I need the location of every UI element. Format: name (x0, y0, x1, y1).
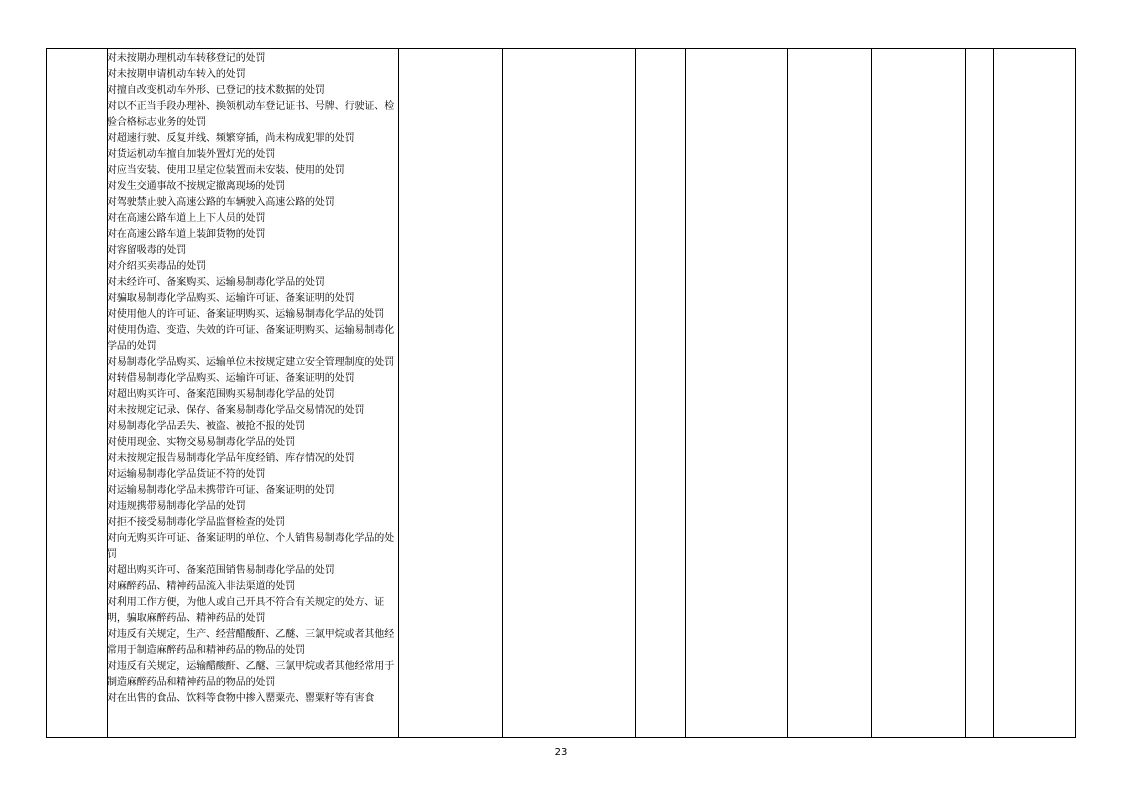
penalty-item: 对使用他人的许可证、备案证明购买、运输易制毒化学品的处罚 (107, 309, 385, 320)
penalty-item: 对在出售的食品、饮料等食物中掺入罂粟壳、罂粟籽等有害食 (107, 693, 375, 704)
penalty-item: 对易制毒化学品购买、运输单位未按规定建立安全管理制度的处罚 (107, 357, 395, 368)
penalty-item: 对未按规定记录、保存、备案易制毒化学品交易情况的处罚 (107, 405, 365, 416)
penalty-item: 对超出购买许可、备案范围购买易制毒化学品的处罚 (107, 389, 335, 400)
penalty-item: 对超速行驶、反复并线、频繁穿插，尚未构成犯罪的处罚 (107, 133, 355, 144)
penalty-item: 对擅自改变机动车外形、已登记的技术数据的处罚 (107, 85, 325, 96)
penalty-items-table (46, 48, 1076, 738)
penalty-item: 对违反有关规定，生产、经营醋酸酐、乙醚、三氯甲烷或者其他经常用于制造麻醉药品和精神药品的物品的处罚 (107, 629, 395, 656)
penalty-item: 对未按期申请机动车转入的处罚 (107, 69, 246, 80)
penalty-item: 对易制毒化学品丢失、被盗、被抢不报的处罚 (107, 421, 305, 432)
penalty-item: 对使用伪造、变造、失效的许可证、备案证明购买、运输易制毒化学品的处罚 (107, 325, 395, 352)
penalty-item: 对违反有关规定，运输醋酸酐、乙醚、三氯甲烷或者其他经常用于制造麻醉药品和精神药品的物品的处罚 (107, 661, 395, 688)
penalty-item: 对以不正当手段办理补、换领机动车登记证书、号牌、行驶证、检验合格标志业务的处罚 (107, 101, 395, 128)
penalty-item: 对运输易制毒化学品未携带许可证、备案证明的处罚 (107, 485, 335, 496)
penalty-item: 对货运机动车擅自加装外置灯光的处罚 (107, 149, 276, 160)
penalty-item: 对介绍买卖毒品的处罚 (107, 261, 206, 272)
column-divider (635, 49, 636, 737)
column-divider (398, 49, 399, 737)
penalty-item: 对驾驶禁止驶入高速公路的车辆驶入高速公路的处罚 (107, 197, 335, 208)
penalty-item: 对运输易制毒化学品货证不符的处罚 (107, 469, 266, 480)
penalty-item: 对在高速公路车道上上下人员的处罚 (107, 213, 266, 224)
penalty-item: 对拒不接受易制毒化学品监督检查的处罚 (107, 517, 286, 528)
penalty-item: 对麻醉药品、精神药品流入非法渠道的处罚 (107, 581, 296, 592)
penalty-item: 对应当安装、使用卫星定位装置而未安装、使用的处罚 (107, 165, 345, 176)
column-divider (685, 49, 686, 737)
penalty-item: 对超出购买许可、备案范围销售易制毒化学品的处罚 (107, 565, 335, 576)
penalty-item-list (107, 51, 397, 737)
penalty-item: 对在高速公路车道上装卸货物的处罚 (107, 229, 266, 240)
penalty-item: 对转借易制毒化学品购买、运输许可证、备案证明的处罚 (107, 373, 355, 384)
penalty-item: 对未按规定报告易制毒化学品年度经销、库存情况的处罚 (107, 453, 355, 464)
penalty-item: 对使用现金、实物交易易制毒化学品的处罚 (107, 437, 296, 448)
penalty-item: 对违规携带易制毒化学品的处罚 (107, 501, 246, 512)
penalty-item: 对未经许可、备案购买、运输易制毒化学品的处罚 (107, 277, 325, 288)
column-divider (965, 49, 966, 737)
penalty-item: 对容留吸毒的处罚 (107, 245, 187, 256)
column-divider (787, 49, 788, 737)
column-divider (502, 49, 503, 737)
column-divider (993, 49, 994, 737)
penalty-item: 对未按期办理机动车转移登记的处罚 (107, 53, 266, 64)
column-divider (871, 49, 872, 737)
penalty-item: 对向无购买许可证、备案证明的单位、个人销售易制毒化学品的处罚 (107, 533, 395, 560)
penalty-item: 对利用工作方便，为他人或自己开具不符合有关规定的处方、证明，骗取麻醉药品、精神药品的处罚 (107, 597, 385, 624)
page-number: 23 (554, 747, 568, 758)
penalty-item: 对骗取易制毒化学品购买、运输许可证、备案证明的处罚 (107, 293, 355, 304)
penalty-item: 对发生交通事故不按规定撤离现场的处罚 (107, 181, 286, 192)
